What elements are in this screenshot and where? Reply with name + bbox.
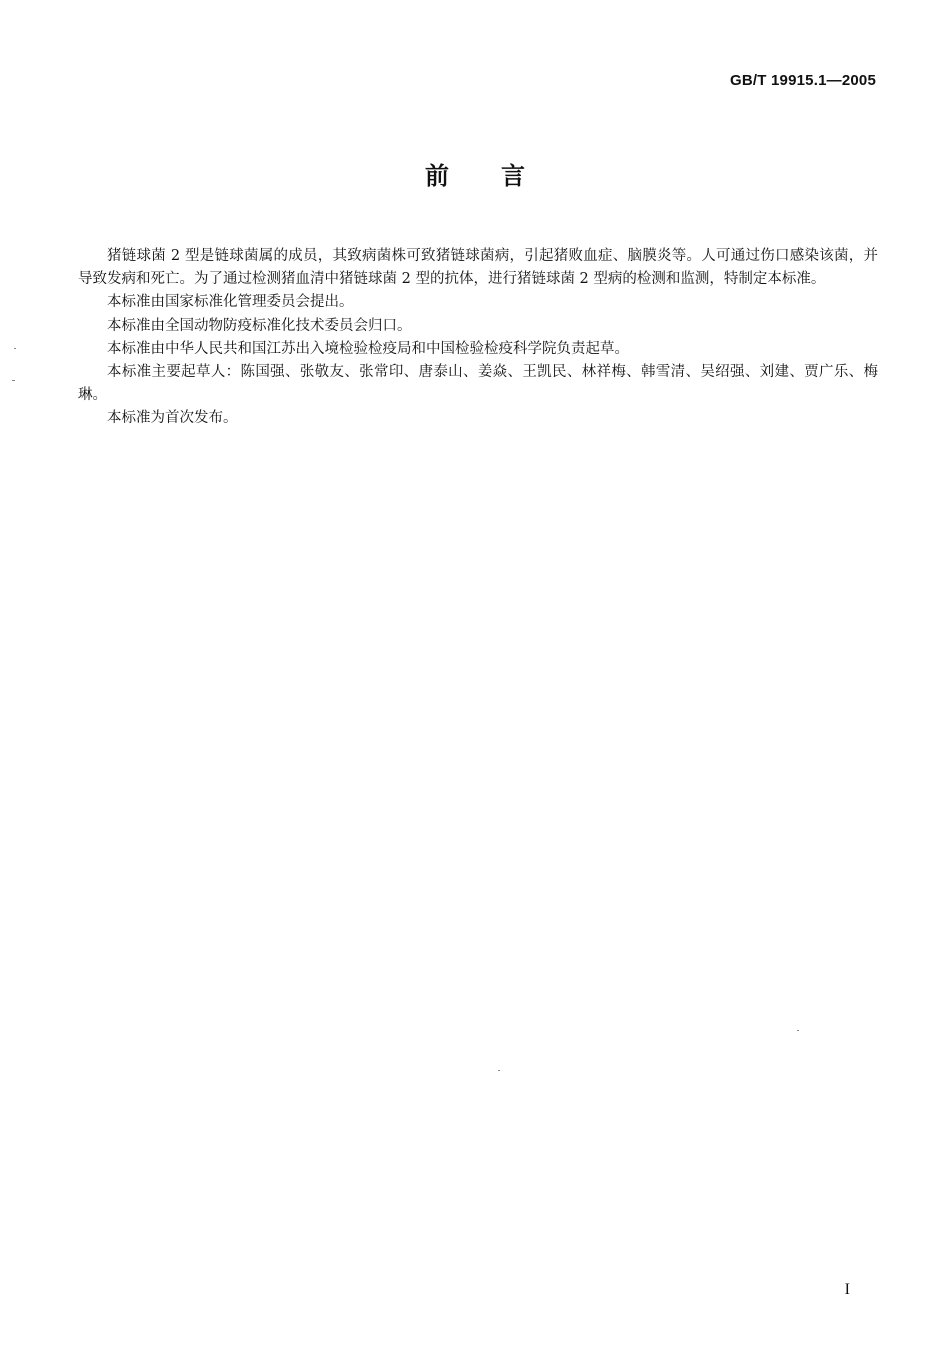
scan-speck <box>12 380 15 381</box>
paragraph-drafting-units: 本标准由中华人民共和国江苏出入境检验检疫局和中国检验检疫科学院负责起草。 <box>107 340 629 357</box>
scan-speck <box>14 348 16 349</box>
foreword-body <box>78 245 878 431</box>
scan-speck <box>498 1070 500 1071</box>
standard-code: GB/T 19915.1—2005 <box>730 72 876 89</box>
paragraph-intro: 猪链球菌 2 型是链球菌属的成员，其致病菌株可致猪链球菌病，引起猪败血症、脑膜炎等。人可通过伤口感染该菌，并导致发病和死亡。为了通过检测猪血清中猪链球菌 2 型的抗体，进行猪链球菌 2 型病的检测和监测，特制定本标准。 <box>78 248 878 288</box>
paragraph-drafters: 本标准主要起草人：陈国强、张敬友、张常印、唐泰山、姜焱、王凯民、林祥梅、韩雪清、吴绍强、刘建、贾广乐、梅琳。 <box>78 364 878 404</box>
page-number: I <box>844 1281 850 1298</box>
paragraph-first-release: 本标准为首次发布。 <box>107 410 238 427</box>
paragraph-centralized: 本标准由全国动物防疫标准化技术委员会归口。 <box>107 317 412 334</box>
paragraph-proposer: 本标准由国家标准化管理委员会提出。 <box>107 294 354 311</box>
page-title: 前言 <box>425 162 577 190</box>
scan-speck <box>797 1030 799 1031</box>
